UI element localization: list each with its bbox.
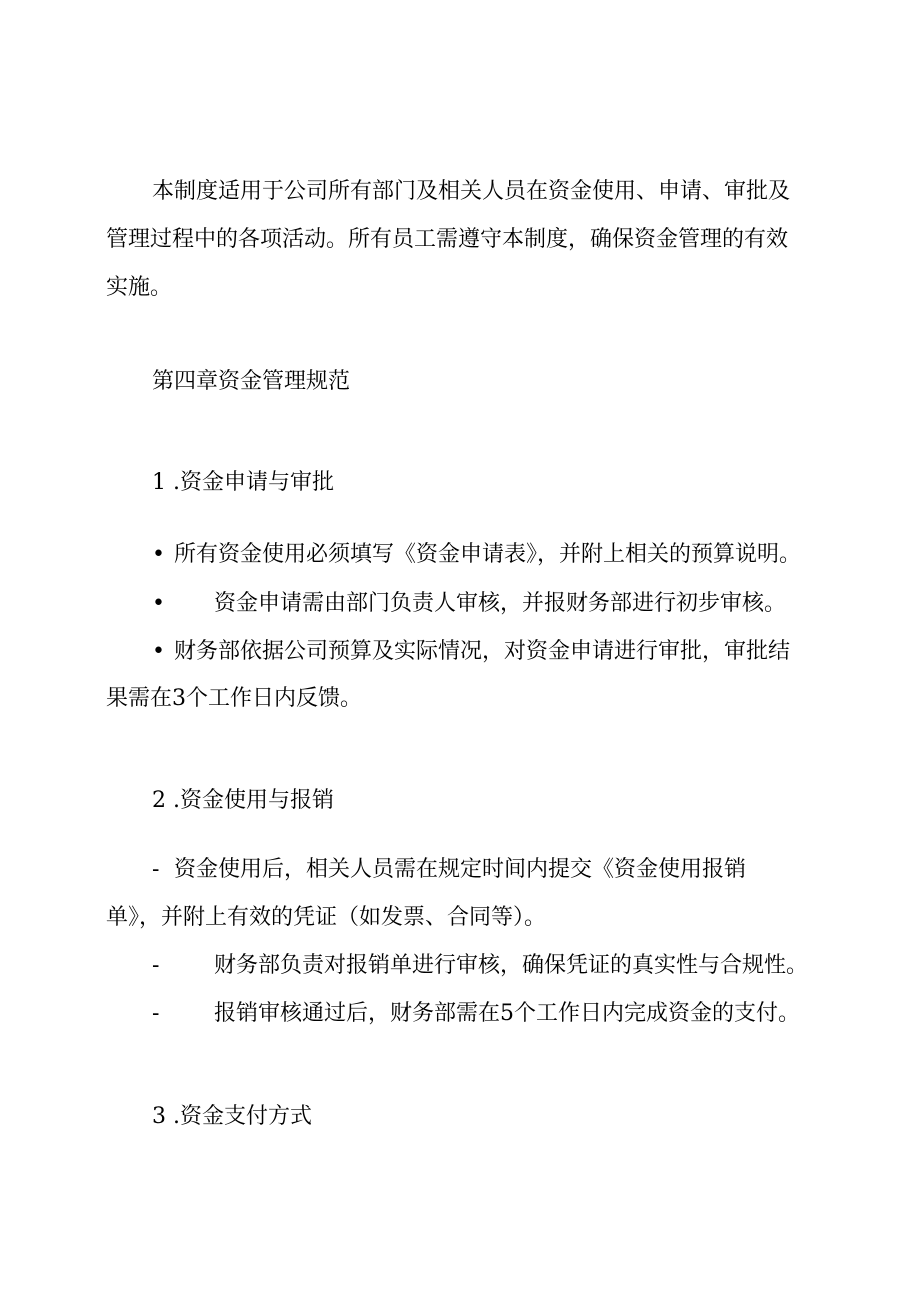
dash-marker: -	[152, 1001, 160, 1026]
section-heading: 2 .资金使用与报销	[152, 788, 334, 813]
bullet-marker: •	[152, 591, 165, 616]
list-item-text: 所有资金使用必须填写《资金申请表》，并附上相关的预算说明。	[174, 542, 802, 567]
intro-paragraph-line: 本制度适用于公司所有部门及相关人员在资金使用、申请、审批及	[152, 179, 791, 204]
dash-marker: -	[152, 953, 160, 978]
section-heading: 1 .资金申请与审批	[152, 470, 334, 495]
section-heading: 3 .资金支付方式	[152, 1104, 312, 1129]
chapter-title: 第四章资金管理规范	[152, 369, 351, 394]
list-item-text: 财务部负责对报销单进行审核，确保凭证的真实性与合规性。	[214, 953, 809, 978]
list-item-text: 报销审核通过后，财务部需在5个工作日内完成资金的支付。	[214, 1001, 800, 1026]
bullet-marker: •	[152, 542, 165, 567]
list-item-continuation: 单》，并附上有效的凭证（如发票、合同等）。	[106, 905, 547, 930]
list-item-text: 资金申请需由部门负责人审核，并报财务部进行初步审核。	[214, 591, 787, 616]
dash-marker: -	[152, 857, 160, 882]
bullet-marker: •	[152, 639, 165, 664]
intro-paragraph-line: 实施。	[106, 275, 173, 300]
intro-paragraph-line: 管理过程中的各项活动。所有员工需遵守本制度，确保资金管理的有效	[106, 227, 789, 252]
list-item-text: 资金使用后，相关人员需在规定时间内提交《资金使用报销	[174, 857, 747, 882]
list-item-text: 财务部依据公司预算及实际情况，对资金申请进行审批，审批结	[174, 639, 791, 664]
list-item-continuation: 果需在3个工作日内反馈。	[106, 686, 362, 711]
